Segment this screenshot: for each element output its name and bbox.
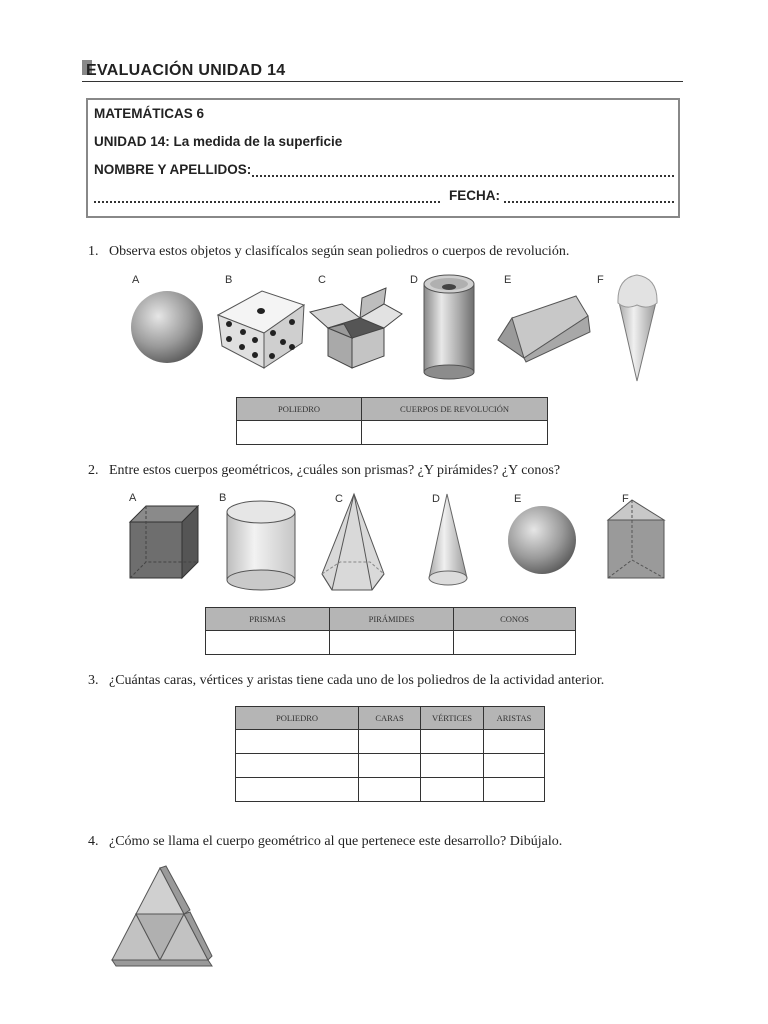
q3-col-caras: CARAS xyxy=(359,707,421,730)
q1-col-poliedro: POLIEDRO xyxy=(237,398,362,421)
table-row xyxy=(236,754,545,778)
q2-letter-c: C xyxy=(335,493,343,505)
q3-col-vertices: VÉRTICES xyxy=(421,707,484,730)
q3-cell[interactable] xyxy=(359,778,421,802)
q1-ice-cream xyxy=(618,275,657,381)
q1-can xyxy=(424,275,474,379)
q2-number: 2. xyxy=(88,463,99,478)
table-row xyxy=(236,778,545,802)
q3-cell[interactable] xyxy=(484,754,545,778)
q2-answer-prismas[interactable] xyxy=(206,631,330,655)
q2-cube xyxy=(130,506,198,578)
q2-sphere xyxy=(508,506,576,574)
q3-cell[interactable] xyxy=(484,730,545,754)
table-row xyxy=(236,730,545,754)
q1-letter-d: D xyxy=(410,274,418,286)
q1-letter-f: F xyxy=(597,274,604,286)
q1-col-revolucion: CUERPOS DE REVOLUCIÓN xyxy=(362,398,548,421)
q3-cell[interactable] xyxy=(236,754,359,778)
q3-cell[interactable] xyxy=(484,778,545,802)
q1-letter-e: E xyxy=(504,274,512,286)
q1-letter-b: B xyxy=(225,274,233,286)
q2-hex-pyramid xyxy=(322,494,384,590)
q1-answer-revolucion[interactable] xyxy=(362,421,548,445)
q1-box xyxy=(310,288,402,368)
q4-tetrahedron-net xyxy=(112,866,212,966)
unit-label: UNIDAD 14: La medida de la superficie xyxy=(94,134,343,149)
q1-dice xyxy=(218,291,304,368)
q2-cylinder xyxy=(227,501,295,590)
q2-cone xyxy=(429,494,467,585)
date-label: FECHA: xyxy=(449,188,500,203)
q1-answer-poliedro[interactable] xyxy=(237,421,362,445)
q1-classification-table xyxy=(236,397,548,445)
q2-letter-d: D xyxy=(432,493,440,505)
q3-cell[interactable] xyxy=(421,754,484,778)
q1-triangular-prism xyxy=(498,296,590,362)
q3-cell[interactable] xyxy=(236,730,359,754)
q2-answer-conos[interactable] xyxy=(454,631,576,655)
name-label: NOMBRE Y APELLIDOS: xyxy=(94,162,252,177)
q2-classification-table xyxy=(205,607,576,655)
q4-number: 4. xyxy=(88,834,99,849)
q2-answer-piramides[interactable] xyxy=(330,631,454,655)
q2-letter-f: F xyxy=(622,493,629,505)
q3-cell[interactable] xyxy=(421,730,484,754)
q1-letter-a: A xyxy=(132,274,140,286)
subject-label: MATEMÁTICAS 6 xyxy=(94,106,204,121)
q2-col-conos: CONOS xyxy=(454,608,576,631)
q2-triangular-prism xyxy=(608,500,664,578)
q3-col-aristas: ARISTAS xyxy=(484,707,545,730)
q1-sphere xyxy=(131,291,203,363)
q2-col-prismas: PRISMAS xyxy=(206,608,330,631)
q3-text: ¿Cuántas caras, vértices y aristas tiene cada uno de los poliedros de la actividad anterior. xyxy=(109,673,605,688)
q2-letter-e: E xyxy=(514,493,522,505)
q2-col-piramides: PIRÁMIDES xyxy=(330,608,454,631)
page-title: EVALUACIÓN UNIDAD 14 xyxy=(86,62,286,79)
q1-letter-c: C xyxy=(318,274,326,286)
q2-text: Entre estos cuerpos geométricos, ¿cuáles son prismas? ¿Y pirámides? ¿Y conos? xyxy=(109,463,561,478)
q1-text: Observa estos objetos y clasifícalos según sean poliedros o cuerpos de revolución. xyxy=(109,244,570,259)
q2-letter-b: B xyxy=(219,492,227,504)
q2-letter-a: A xyxy=(129,492,137,504)
q3-cell[interactable] xyxy=(421,778,484,802)
q1-number: 1. xyxy=(88,244,99,259)
q3-polyhedra-table xyxy=(235,706,545,802)
q3-number: 3. xyxy=(88,673,99,688)
q3-cell[interactable] xyxy=(359,730,421,754)
q4-text: ¿Cómo se llama el cuerpo geométrico al que pertenece este desarrollo? Dibújalo. xyxy=(109,834,563,849)
q3-col-poliedro: POLIEDRO xyxy=(236,707,359,730)
q3-cell[interactable] xyxy=(359,754,421,778)
q3-cell[interactable] xyxy=(236,778,359,802)
